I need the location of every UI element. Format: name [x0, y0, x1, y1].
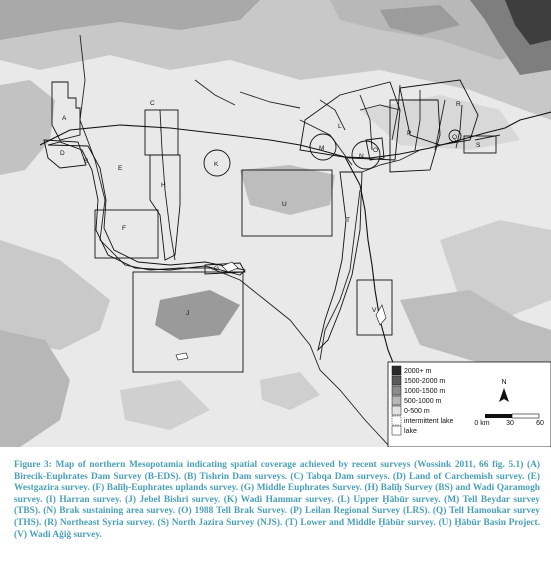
- legend-label-1000: 1000-1500 m: [404, 388, 446, 395]
- region-label-S: S: [476, 142, 481, 149]
- region-label-C: C: [150, 100, 155, 107]
- region-label-H: H: [161, 182, 166, 189]
- survey-area-H: [150, 155, 180, 260]
- legend-label-0: 0-500 m: [404, 408, 430, 415]
- region-label-E: E: [118, 165, 123, 172]
- scale-label-60: 60: [536, 420, 544, 427]
- region-label-P: P: [407, 130, 412, 137]
- legend-label-2000: 2000+ m: [404, 368, 432, 375]
- region-label-T: T: [346, 217, 350, 224]
- legend-swatch-lake: [392, 426, 401, 435]
- legend-swatch-1500: [392, 376, 401, 385]
- region-label-G: G: [214, 265, 220, 272]
- legend-swatch-intermittent: [392, 416, 401, 425]
- legend-swatch-500: [392, 396, 401, 405]
- region-label-K: K: [214, 161, 219, 168]
- region-label-R: R: [456, 101, 461, 108]
- region-label-V: V: [372, 307, 377, 314]
- region-label-D: D: [60, 150, 65, 157]
- region-label-M: M: [319, 145, 325, 152]
- region-label-O: O: [373, 147, 379, 154]
- region-label-F: F: [122, 225, 126, 232]
- region-label-B: B: [84, 158, 89, 165]
- legend-label-500: 500-1000 m: [404, 398, 442, 405]
- region-label-A: A: [62, 115, 67, 122]
- legend-swatch-1000: [392, 386, 401, 395]
- legend-swatch-2000: [392, 366, 401, 375]
- legend-label-lake: lake: [404, 428, 417, 435]
- region-label-J: J: [186, 310, 190, 317]
- region-label-U: U: [282, 201, 287, 208]
- region-label-I: I: [160, 127, 162, 134]
- region-label-N: N: [359, 153, 364, 160]
- scale-label-30: 30: [506, 420, 514, 427]
- north-label: N: [501, 379, 507, 386]
- figure-caption: Figure 3: Map of northern Mesopotamia indicating spatial coverage achieved by recent surveys (Wossink 2011, 66 fig. 5.1) (A) Birecik-Euphrates Dam Survey (B-EDS). (B) Tishrin Dam surveys. (C) Tabqa Dam surveys. (D) Land of Carchemish survey. (E) Westgazira survey. (F) Balīḫ-Euphrates uplands survey. (G) Middle Euphrates Survey. (H) Balīḫ Survey (BS) and Wadi Qaramogh survey. (I) Harran survey. (J) Jebel Bishri survey. (K) Wadi Hammar survey. (L) Upper Ḫābūr survey. (M) Tell Beydar survey (TBS). (N) Brak sustaining area survey. (O) 1988 Tell Brak Survey. (P) Leilan Regional Survey (LRS). (Q) Tell Hamoukar survey (THS). (R) Northeast Syria survey. (S) North Jazira Survey (NJS). (T) Lower and Middle Ḫābūr survey. (U) Ḫābūr Basin Project. (V) Wadi Aǧiǧ survey.: [14, 460, 540, 540]
- survey-area-A: [52, 82, 80, 140]
- scale-bar: [485, 414, 512, 418]
- region-label-L: L: [338, 123, 342, 130]
- scale-label-0: 0 km: [474, 420, 490, 427]
- map-legend: [388, 362, 551, 447]
- legend-label-intermittent: intermittent lake: [404, 418, 454, 425]
- survey-area-N: [352, 141, 380, 169]
- region-label-Q: Q: [452, 134, 458, 141]
- legend-swatch-0: [392, 406, 401, 415]
- legend-label-1500: 1500-2000 m: [404, 378, 446, 385]
